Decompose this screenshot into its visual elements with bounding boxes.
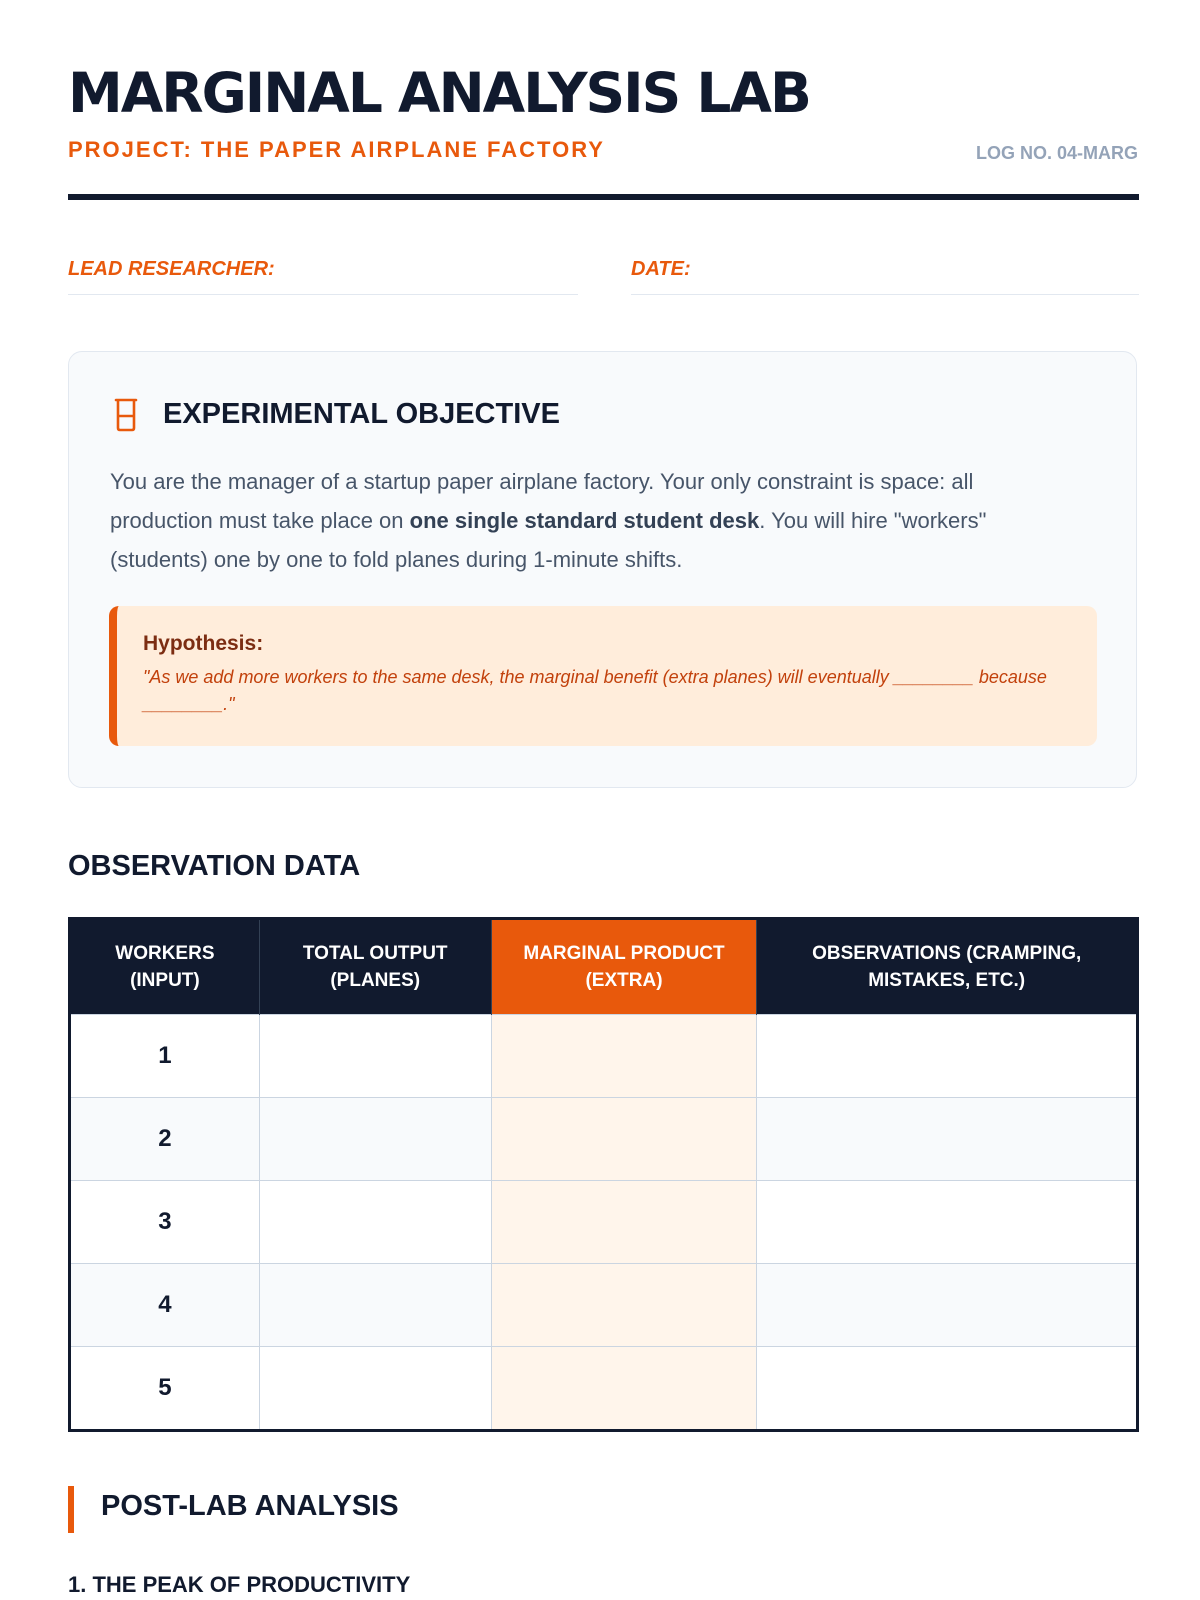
table-header-row	[70, 919, 1138, 1015]
beaker-icon	[113, 398, 139, 432]
column-header-total-output: TOTAL OUTPUT (PLANES)	[259, 919, 491, 1015]
total-output-cell[interactable]	[259, 1181, 491, 1264]
date-label: DATE:	[631, 258, 691, 280]
hypothesis-box	[109, 606, 1097, 746]
column-header-marginal-product: MARGINAL PRODUCT (EXTRA)	[491, 919, 757, 1015]
analysis-title: POST-LAB ANALYSIS	[101, 1490, 399, 1522]
column-header-observations: OBSERVATIONS (CRAMPING, MISTAKES, ETC.)	[757, 919, 1138, 1015]
header-divider	[68, 194, 1139, 200]
objective-text	[110, 462, 1070, 579]
total-output-cell[interactable]	[259, 1347, 491, 1431]
column-header-workers: WORKERS (INPUT)	[70, 919, 260, 1015]
observations-cell[interactable]	[757, 1015, 1138, 1098]
table-row	[70, 1181, 1138, 1264]
observation-title: OBSERVATION DATA	[68, 850, 361, 882]
total-output-cell[interactable]	[259, 1098, 491, 1181]
observations-cell[interactable]	[757, 1347, 1138, 1431]
observations-cell[interactable]	[757, 1181, 1138, 1264]
objective-text-part: You are the manager of a startup paper airplane factory. Your only constraint is space: all production must take place on	[110, 469, 974, 533]
lead-researcher-field[interactable]	[68, 258, 578, 295]
table-row	[70, 1015, 1138, 1098]
page-title: MARGINAL ANALYSIS LAB	[68, 61, 810, 125]
project-subtitle: PROJECT: THE PAPER AIRPLANE FACTORY	[68, 137, 605, 162]
marginal-product-cell[interactable]	[491, 1264, 757, 1347]
log-number: LOG NO. 04-MARG	[975, 143, 1138, 163]
table-row	[70, 1347, 1138, 1431]
marginal-product-cell[interactable]	[491, 1347, 757, 1431]
observations-cell[interactable]	[757, 1264, 1138, 1347]
hypothesis-text: "As we add more workers to the same desk, the marginal benefit (extra planes) will eventually ________ because ________."	[143, 667, 1047, 714]
workers-cell: 4	[70, 1264, 260, 1347]
workers-cell: 5	[70, 1347, 260, 1431]
marginal-product-cell[interactable]	[491, 1181, 757, 1264]
workers-cell: 3	[70, 1181, 260, 1264]
observation-table	[68, 917, 1139, 1432]
total-output-cell[interactable]	[259, 1015, 491, 1098]
marginal-product-cell[interactable]	[491, 1015, 757, 1098]
hypothesis-label: Hypothesis:	[143, 632, 264, 655]
workers-cell: 2	[70, 1098, 260, 1181]
question-1-heading: 1. THE PEAK OF PRODUCTIVITY	[68, 1572, 411, 1597]
table-row	[70, 1264, 1138, 1347]
lead-researcher-label: LEAD RESEARCHER:	[68, 258, 275, 280]
observations-cell[interactable]	[757, 1098, 1138, 1181]
workers-cell: 1	[70, 1015, 260, 1098]
table-row	[70, 1098, 1138, 1181]
date-field[interactable]	[631, 258, 1139, 295]
total-output-cell[interactable]	[259, 1264, 491, 1347]
objective-card	[68, 351, 1137, 788]
objective-text-part: . You will hire "workers" (students) one by one to fold planes during 1-minute shifts.	[110, 508, 987, 572]
objective-text-emphasis: one single standard student desk	[409, 508, 760, 533]
marginal-product-cell[interactable]	[491, 1098, 757, 1181]
analysis-accent-bar	[68, 1486, 74, 1533]
objective-heading: EXPERIMENTAL OBJECTIVE	[163, 398, 560, 430]
